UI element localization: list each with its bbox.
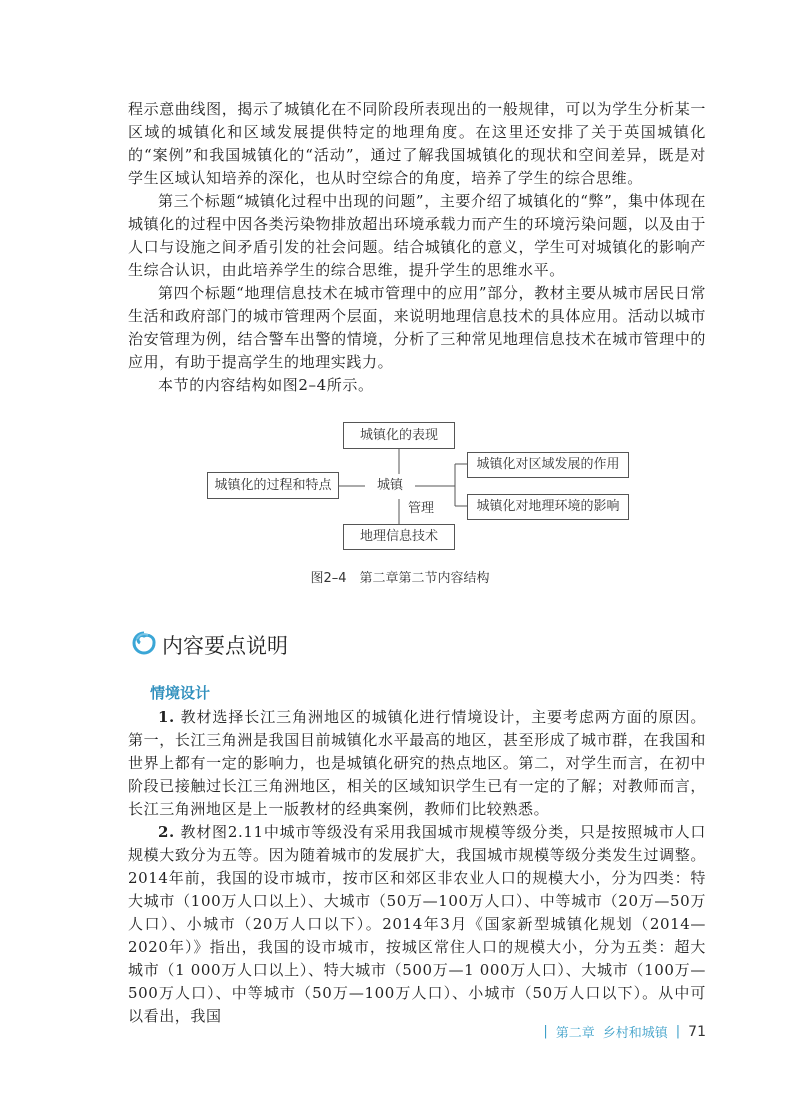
footer-divider: | [675,1024,681,1039]
paragraph-3: 第四个标题“地理信息技术在城市管理中的应用”部分，教材主要从城市居民日常生活和政府部门的城市管理两个层面，来说明地理信息技术的具体应用。活动以城市治安管理为例，结合警车出警的情境，分析了三种常见地理信息技术在城市管理中的应用，有助于提高学生的地理实践力。 [128,284,706,371]
box-process-features: 城镇化的过程和特点 [207,472,339,499]
paragraph-text: 教材选择长江三角洲地区的城镇化进行情境设计，主要考虑两方面的原因。第一，长江三角洲是我国目前城镇化水平最高的地区，甚至形成了城市群，在我国和世界上都有一定的影响力，也是城镇化研究的热点地区。第二，对学生而言，在初中阶段已接触过长江三角洲地区，相关的区域知识学生已有一定的了解；对教师而言，长江三角洲地区是上一版教材的经典案例，教师们比较熟悉。 [128,708,706,818]
footer-chapter-title: 乡村和城镇 [602,1026,668,1041]
footer-divider: | [543,1024,548,1039]
numbered-paragraph-1 [128,706,706,821]
box-urbanization-manifestation: 城镇化的表现 [343,422,455,449]
paragraph-number: 1. [158,708,175,726]
subheading-scenario-design: 情境设计 [150,684,211,702]
box-geographic-environment: 城镇化对地理环境的影响 [467,494,629,520]
footer-chapter: 第二章 [555,1026,595,1041]
edge-label-management: 管理 [407,501,434,516]
paragraph-4: 本节的内容结构如图2–4所示。 [158,376,374,394]
paragraph-1: 程示意曲线图，揭示了城镇化在不同阶段所表现出的一般规律，可以为学生分析某一区域的城镇化和区域发展提供特定的地理角度。在这里还安排了关于英国城镇化的“案例”和我国城镇化的“活动”，通过了解我国城镇化的现状和空间差异，既是对学生区域认知培养的深化，也从时空综合的角度，培养了学生的综合思维。 [128,100,706,187]
page-number: 71 [688,1023,706,1040]
section-title: 内容要点说明 [162,634,288,658]
paragraph-number: 2. [158,823,175,841]
section-heading [132,630,288,660]
box-town-center: 城镇 [365,474,415,499]
box-regional-development: 城镇化对区域发展的作用 [467,452,629,478]
content-structure-diagram [205,420,635,560]
paragraph-2: 第三个标题“城镇化过程中出现的问题”，主要介绍了城镇化的“弊”，集中体现在城镇化的过程中因各类污染物排放超出环境承载力而产生的环境污染问题，以及由于人口与设施之间矛盾引发的社会问题。结合城镇化的意义，学生可对城镇化的影响产生综合认识，由此培养学生的综合思维，提升学生的思维水平。 [128,192,706,279]
box-geo-info-tech: 地理信息技术 [343,524,455,550]
page-footer [543,1022,706,1041]
numbered-paragraph-2 [128,821,706,1028]
swirl-icon [132,631,156,659]
paragraph-text: 教材图2.11中城市等级没有采用我国城市规模等级分类，只是按照城市人口规模大致分为五等。因为随着城市的发展扩大，我国城市规模等级分类发生过调整。2014年前，我国的设市城市，按市区和郊区非农业人口的规模大小，分为四类：特大城市（100万人口以上）、大城市（50万—100万人口）、中等城市（20万—50万人口）、小城市（20万人口以下）。2014年3月《国家新型城镇化规划（2014—2020年）》指出，我国的设市城市，按城区常住人口的规模大小，分为五类：超大城市（1 000万人口以上）、特大城市（500万—1 000万人口）、大城市（100万—500万人口）、中等城市（50万—100万人口）、小城市（50万人口以下）。从中可以看出，我国 [128,823,706,1025]
body-text [128,706,706,1028]
figure-caption: 图2–4 第二章第二节内容结构 [310,571,490,586]
intro-text [128,98,706,397]
